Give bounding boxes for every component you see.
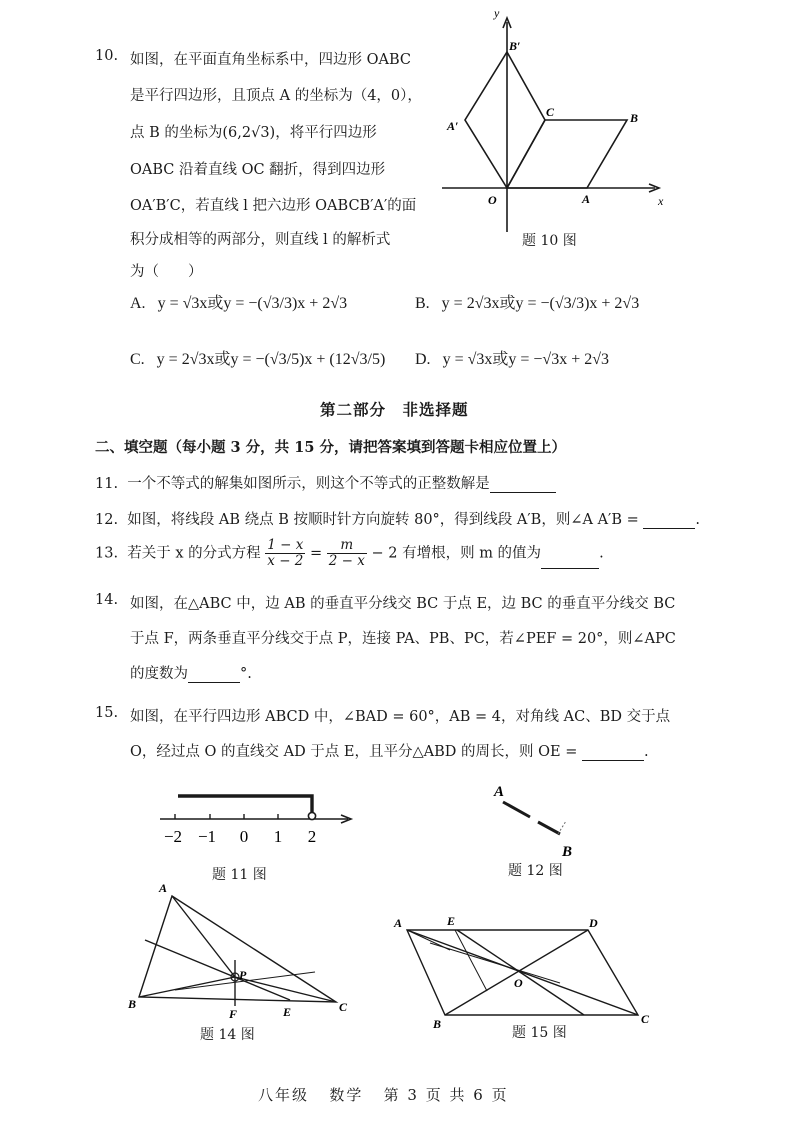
- q15-tail: .: [643, 744, 649, 760]
- fig14-label-b: B: [128, 997, 137, 1011]
- fig15-label-b: B: [433, 1017, 442, 1030]
- fig11-caption: 题 11 图: [212, 867, 267, 883]
- figure-12: [488, 774, 588, 858]
- fig10-label-b: B: [630, 111, 639, 125]
- q13-fraction-1: [265, 538, 305, 569]
- q12-number: 12.: [95, 512, 119, 528]
- q14-number: 14.: [95, 592, 119, 608]
- fig11-solution-ray: [178, 796, 312, 813]
- q10-line-7: 为（ ）: [130, 264, 203, 280]
- figure-11: [150, 776, 365, 852]
- q10-option-d-text: y = √3x或y = −√3x + 2√3: [442, 351, 610, 368]
- q13: [95, 538, 604, 569]
- q15-line-2-text: O，经过点 O 的直线交 AD 于点 E，且平分△ABD 的周长，则 OE =: [130, 744, 578, 760]
- fig10-label-o: O: [488, 193, 497, 207]
- fig15-label-c: C: [641, 1012, 650, 1026]
- q13-frac2-num: m: [327, 538, 367, 554]
- q10-option-c-label: C.: [130, 351, 145, 368]
- q10-line-2: 是平行四边形，且顶点 A 的坐标为（4，0），: [130, 88, 422, 104]
- fig10-label-x: x: [658, 194, 664, 208]
- q14-line-1: 如图，在△ABC 中，边 AB 的垂直平分线交 BC 于点 E，边 BC 的垂直平分线交 BC: [130, 596, 676, 612]
- q10-line-4: OABC 沿着直线 OC 翻折，得到四边形: [130, 162, 386, 178]
- q10-number: 10.: [95, 48, 119, 64]
- q12-text: 如图，将线段 AB 绕点 B 按顺时针方向旋转 80°，得到线段 A′B，则∠A A′B =: [127, 512, 639, 528]
- q11: [95, 472, 556, 493]
- fig10-label-y: y: [494, 6, 500, 20]
- q10-option-d[interactable]: [415, 346, 609, 369]
- fig10-label-c: C: [546, 105, 555, 119]
- fig10-label-b-prime: B′: [509, 39, 521, 53]
- fig15-label-o: O: [514, 976, 523, 990]
- q14-tail: °.: [240, 666, 252, 682]
- fig15-aux-line-3: [430, 943, 560, 983]
- fig15-line-eo: [457, 930, 584, 1015]
- fig10-caption: 题 10 图: [522, 233, 577, 249]
- fig12-segment-b: [538, 822, 560, 834]
- fig11-label-2: 2: [307, 827, 317, 846]
- q10-line-3: 点 B 的坐标为(6,2√3)，将平行四边形: [130, 125, 377, 141]
- fig10-label-a-prime: A′: [447, 119, 459, 133]
- q10-option-c-text: y = 2√3x或y = −(√3/5)x + (12√3/5): [156, 351, 386, 368]
- fig14-label-c: C: [339, 1000, 348, 1014]
- fig14-caption: 题 14 图: [200, 1027, 255, 1043]
- q12: [95, 508, 700, 529]
- fig10-parallelogram-oabc: [507, 120, 627, 188]
- figure-14: [125, 880, 355, 1020]
- q12-tail: .: [695, 512, 700, 528]
- q14-line-2: 于点 F，两条垂直平分线交于点 P，连接 PA、PB、PC，若∠PEF = 20°，则∠APC: [130, 631, 676, 647]
- fig14-label-e: E: [283, 1005, 292, 1019]
- part-two-title: 第二部分 非选择题: [320, 400, 469, 419]
- q11-number: 11.: [95, 476, 119, 492]
- fig14-segment-pb: [139, 977, 235, 997]
- footer-subject: 数学: [329, 1086, 364, 1104]
- q11-text: 一个不等式的解集如图所示，则这个不等式的正整数解是: [127, 476, 490, 492]
- q15-line-1: 如图，在平行四边形 ABCD 中，∠BAD = 60°，AB = 4，对角线 AC、BD 交于点: [130, 709, 671, 725]
- q15-answer-blank[interactable]: [582, 744, 644, 761]
- q10-line-5: OA′B′C，若直线 l 把六边形 OABCB′A′的面: [130, 198, 417, 214]
- footer-page: 第 3 页 共 6 页: [383, 1086, 509, 1104]
- fig12-segment-a: [503, 802, 530, 817]
- fig15-diagonal-ac: [407, 930, 638, 1015]
- q13-tail: .: [599, 545, 604, 562]
- q13-number: 13.: [95, 545, 119, 562]
- q12-answer-blank[interactable]: [643, 512, 695, 529]
- fig10-label-a: A: [582, 192, 591, 206]
- q13-fraction-2: [327, 538, 367, 569]
- footer-grade: 八年级: [258, 1086, 310, 1104]
- q14-line-3: [130, 662, 252, 683]
- fig11-label--2: −2: [163, 827, 183, 846]
- fig14-label-f: F: [229, 1007, 238, 1020]
- q10-option-b-label: B.: [415, 295, 430, 312]
- q13-frac2-den: 2 − x: [328, 553, 365, 569]
- fig15-diagonal-bd: [445, 930, 588, 1015]
- q14-answer-blank[interactable]: [188, 666, 240, 683]
- fig15-label-e: E: [447, 914, 456, 928]
- q13-pre: 若关于 x 的分式方程: [127, 545, 261, 562]
- fig10-folded-oa-b-c: [465, 52, 545, 188]
- fig15-caption: 题 15 图: [512, 1025, 567, 1041]
- fig15-label-a: A: [394, 916, 403, 930]
- q13-frac1-num: 1 − x: [267, 537, 304, 553]
- q13-eq: =: [310, 545, 323, 562]
- q15-line-2: [130, 740, 649, 761]
- fig12-caption: 题 12 图: [508, 863, 563, 879]
- q10-option-d-label: D.: [415, 351, 431, 368]
- q10-option-a-text: y = √3x或y = −(√3/3)x + 2√3: [157, 295, 348, 312]
- q13-post: − 2 有增根，则 m 的值为: [371, 545, 542, 562]
- fig12-label-a: A: [494, 784, 505, 800]
- q10-option-b-text: y = 2√3x或y = −(√3/3)x + 2√3: [441, 295, 640, 312]
- q10-option-a-label: A.: [130, 295, 146, 312]
- q14-line-3-text: 的度数为: [130, 666, 188, 682]
- fig15-label-d: D: [589, 916, 598, 930]
- q10-option-a[interactable]: [130, 290, 347, 313]
- fig10-segment-oc: [507, 120, 545, 188]
- q13-frac1-den: x − 2: [267, 553, 304, 569]
- q15-number: 15.: [95, 705, 119, 721]
- section-heading: 二、填空题（每小题 3 分，共 15 分，请把答案填到答题卡相应位置上）: [95, 439, 566, 456]
- fig12-label-b: B: [562, 844, 573, 858]
- q10-option-c[interactable]: [130, 346, 385, 369]
- q13-answer-blank[interactable]: [541, 552, 599, 569]
- figure-10: [430, 0, 670, 260]
- fig14-label-a: A: [159, 881, 168, 895]
- fig11-label-1: 1: [273, 827, 283, 846]
- fig11-open-circle: [308, 812, 315, 819]
- fig11-label--1: −1: [197, 827, 217, 846]
- q11-answer-blank[interactable]: [490, 476, 556, 493]
- q10-line-6: 积分成相等的两部分，则直线 l 的解析式: [130, 232, 391, 248]
- q10-line-1: 如图，在平面直角坐标系中，四边形 OABC: [130, 52, 411, 68]
- fig14-label-p: P: [239, 968, 247, 982]
- page-footer: [258, 1084, 509, 1105]
- q10-option-b[interactable]: [415, 290, 639, 313]
- fig11-label-0: 0: [239, 827, 249, 846]
- figure-15: [390, 905, 660, 1030]
